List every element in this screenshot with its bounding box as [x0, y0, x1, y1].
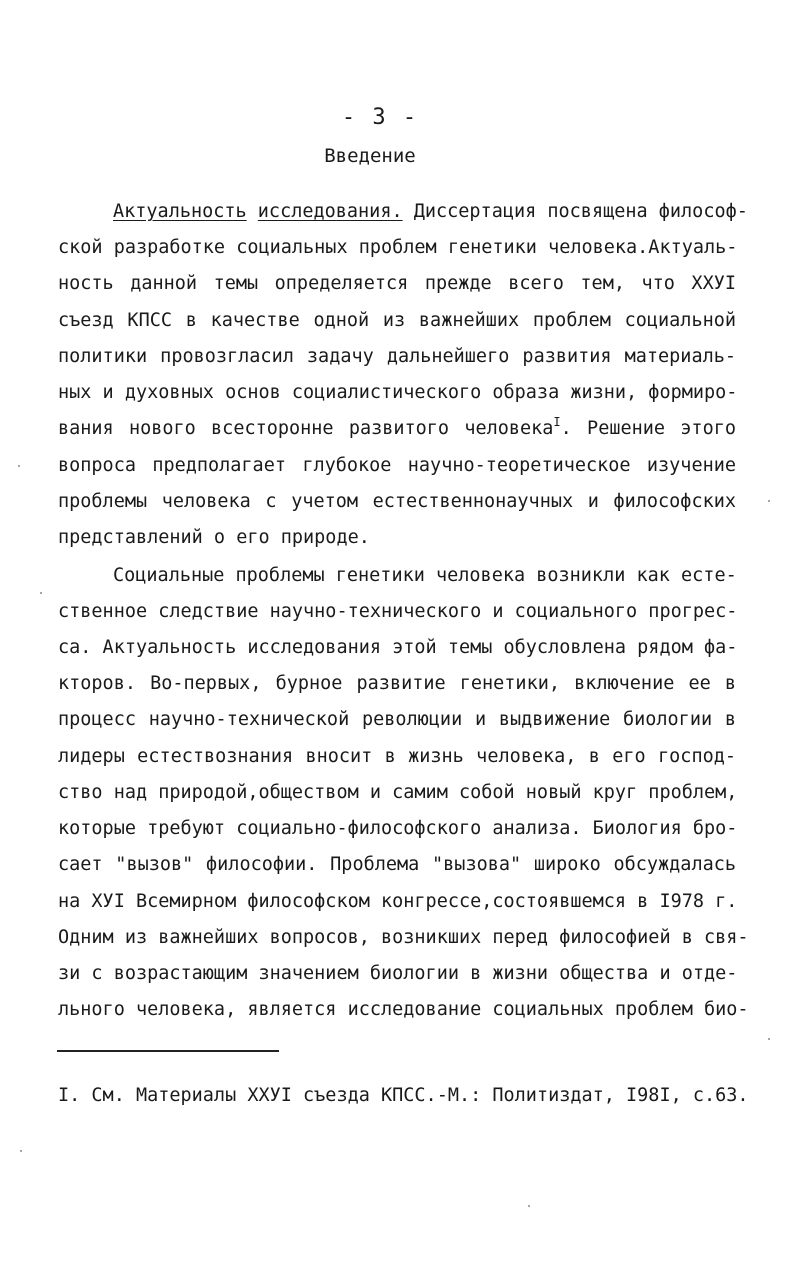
paragraph-2-line-12: зи с возрастающим значением биологии в жизни общества и отде-	[58, 963, 738, 984]
paragraph-2-line-1: Социальные проблемы генетики человека возникли как есте-	[113, 565, 737, 586]
paragraph-1-line-10: представлений о его природе.	[58, 527, 370, 548]
paragraph-2-line-2: ственное следствие научно-технического и социального прогрес-	[58, 601, 738, 622]
paragraph-1-line-3: ность данной темы определяется прежде всего тем, что ХХУI	[58, 273, 736, 294]
paragraph-2-line-9: сает "вызов" философии. Проблема "вызова" широко обсуждалась	[58, 854, 736, 875]
scan-speck	[18, 465, 20, 467]
paragraph-2-line-10: на ХУI Всемирном философском конгрессе,состоявшемся в I978 г.	[58, 891, 738, 912]
paragraph-1-line-7-main: вания нового всесторонне развитого человека	[58, 418, 554, 439]
paragraph-2-line-13: льного человека, является исследование социальных проблем био-	[58, 999, 749, 1020]
paragraph-2-line-3: са. Актуальность исследования этой темы обусловлена рядом фа-	[58, 637, 738, 658]
lead-phrase-research: исследования.	[257, 201, 403, 222]
section-heading: Введение	[324, 145, 416, 167]
paragraph-1-line-2: ской разработке социальных проблем генетики человека.Актуаль-	[58, 237, 738, 258]
paragraph-1-line-7-rest-b: этого	[680, 418, 736, 439]
paragraph-1-line-5: политики провозгласил задачу дальнейшего развития материаль-	[58, 346, 736, 367]
paragraph-1-line-9: проблемы человека с учетом естественнонаучных и философских	[58, 491, 736, 512]
paragraph-1-line-7	[58, 417, 736, 441]
paragraph-1-line-1-rest: Диссертация посвящена философ-	[413, 201, 748, 222]
paragraph-2-line-7: ство над природой,обществом и самим собой новый круг проблем,	[58, 782, 738, 803]
scan-speck	[20, 1150, 22, 1152]
paragraph-2-line-5: процесс научно-технической революции и выдвижение биологии в	[58, 709, 736, 730]
paragraph-1-line-1	[113, 200, 748, 224]
scan-speck	[40, 592, 42, 594]
lead-phrase-actuality: Актуальность	[113, 201, 247, 222]
paragraph-1-line-6: ных и духовных основ социалистического образа жизни, формиро-	[58, 382, 738, 403]
paragraph-2-line-8: которые требуют социально-философского анализа. Биология бро-	[58, 818, 738, 839]
paragraph-2-line-4: кторов. Во-первых, бурное развитие генетики, включение ее в	[58, 673, 736, 694]
scan-speck	[528, 1205, 530, 1207]
paragraph-2-line-11: Одним из важнейших вопросов, возникших перед философией в свя-	[58, 927, 749, 948]
paragraph-2-line-6: лидеры естествознания вносит в жизнь человека, в его господ-	[58, 746, 736, 767]
paragraph-1-line-4: съезд КПСС в качестве одной из важнейших проблем социальной	[58, 310, 736, 331]
paragraph-1-line-8: вопроса предполагает глубокое научно-теоретическое изучение	[58, 455, 736, 476]
scan-speck	[768, 1038, 770, 1040]
paragraph-1-line-7-rest-a: . Решение	[560, 418, 666, 439]
page-number: - 3 -	[341, 105, 419, 130]
scan-speck	[768, 500, 770, 502]
footnote-divider	[57, 1050, 279, 1052]
footnote-mark: I	[553, 415, 561, 429]
footnote-text: I. См. Материалы ХХУI съезда КПСС.-М.: Политиздат, I98I, с.63.	[58, 1085, 749, 1106]
